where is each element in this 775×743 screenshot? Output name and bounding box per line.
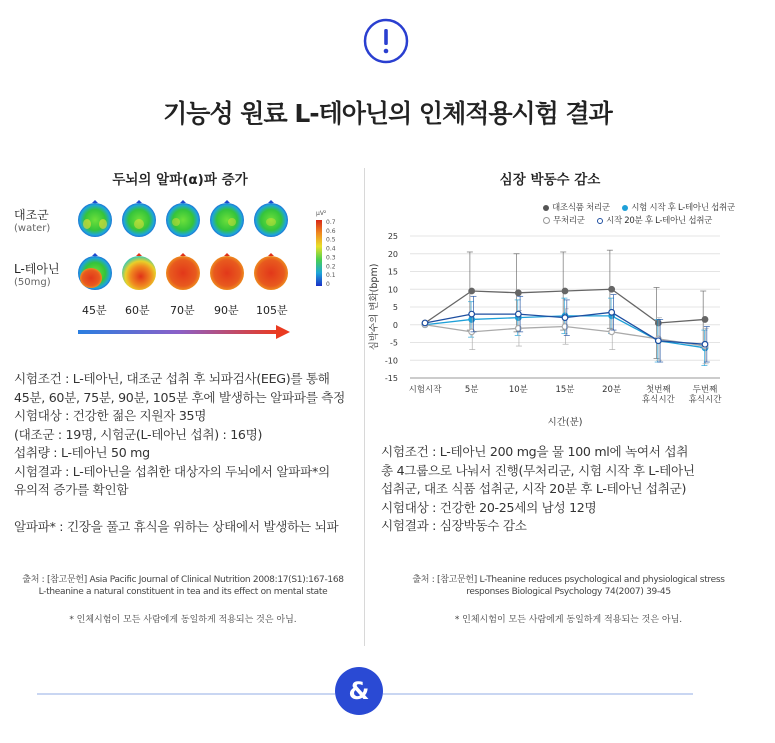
y-tick-label: -5 bbox=[390, 338, 398, 348]
brain-map-theanine-70 bbox=[164, 253, 202, 291]
data-point bbox=[656, 338, 662, 344]
brain-map-control-105 bbox=[252, 200, 290, 238]
right-note: * 인체시험이 모든 사람에게 동일하게 적용되는 것은 아님. bbox=[454, 615, 683, 625]
right-body-text: 시험조건 : L-테아닌 200 mg을 물 100 ml에 녹여서 섭취 총 4그룹으로 나눠서 진행(무처리군, 시험 시작 후 L-테아닌 섭취군, 대조 식품 섭취군, 시작 20분 후 L-테아닌 섭취군) 시험대상 : 건강한 20-25세의 남성 12명 시험결과 : 심장박동수 감소 bbox=[381, 444, 695, 533]
data-point bbox=[702, 341, 708, 347]
scale-tick-label: 0.5 bbox=[326, 236, 336, 244]
y-axis-title: 심박수의 변화(bpm) bbox=[369, 263, 380, 351]
brain-map-control-70 bbox=[164, 200, 202, 238]
y-tick-label: -10 bbox=[384, 356, 398, 366]
legend-item-theanine-start: 시험 시작 후 L-테아닌 섭취군 bbox=[622, 201, 735, 213]
brain-map-theanine-60 bbox=[120, 253, 158, 291]
data-point bbox=[702, 317, 708, 323]
footer-line-left bbox=[37, 693, 335, 695]
x-tick-label: 10분 bbox=[508, 385, 528, 395]
theanine-group-name: L-테아닌 bbox=[14, 262, 60, 276]
y-tick-label: -15 bbox=[384, 374, 398, 383]
time-label-60: 60분 bbox=[125, 304, 150, 317]
x-tick-label: 20분 bbox=[602, 385, 622, 395]
data-point bbox=[609, 286, 615, 292]
y-tick-label: 5 bbox=[392, 303, 398, 312]
heart-rate-chart bbox=[365, 228, 730, 433]
brain-map-control-45 bbox=[76, 200, 114, 238]
time-label-70: 70분 bbox=[170, 304, 195, 317]
brain-map-control-90 bbox=[208, 200, 246, 238]
legend-item-control-food: 대조식품 처리군 bbox=[543, 201, 610, 213]
scale-title: μV² bbox=[316, 210, 327, 217]
brain-map-theanine-105 bbox=[252, 253, 290, 291]
data-point bbox=[469, 311, 475, 317]
legend-row-1 bbox=[543, 201, 745, 213]
right-reference-line1: 출처 : [참고문헌] L-Theanine reduces psychological and physiological stress bbox=[412, 575, 725, 585]
scale-tick-label: 0.7 bbox=[326, 219, 336, 226]
ampersand-badge: & bbox=[335, 667, 383, 715]
footer-line-right bbox=[383, 693, 693, 695]
alpha-power-color-scale bbox=[312, 208, 356, 292]
data-point bbox=[469, 288, 475, 294]
right-reference bbox=[376, 574, 761, 598]
y-tick-label: 0 bbox=[392, 320, 398, 330]
left-reference-line1: 출처 : [참고문헌] Asia Pacific Journal of Clinical Nutrition 2008:17(S1):167-168 bbox=[22, 575, 344, 585]
data-point bbox=[516, 290, 522, 296]
time-label-90: 90분 bbox=[214, 304, 239, 317]
page-title: 기능성 원료 L-테아닌의 인체적용시험 결과 bbox=[163, 99, 612, 128]
data-point bbox=[422, 320, 428, 326]
y-tick-label: 25 bbox=[387, 232, 398, 241]
control-group-sub: (water) bbox=[14, 223, 51, 234]
left-reference-line2: L-theanine a natural constituent in tea and its effect on mental state bbox=[38, 587, 328, 597]
data-point bbox=[609, 310, 615, 316]
scale-tick-label: 0.2 bbox=[326, 263, 336, 271]
y-tick-label: 20 bbox=[387, 249, 398, 259]
scale-tick-label: 0.3 bbox=[326, 254, 336, 262]
x-tick-label: 첫번째 bbox=[646, 385, 671, 395]
data-point bbox=[516, 311, 522, 317]
y-tick-label: 15 bbox=[387, 267, 398, 277]
x-tick-label: 시험시작 bbox=[408, 385, 442, 395]
control-group-name: 대조군 bbox=[14, 208, 49, 222]
left-note: * 인체시험이 모든 사람에게 동일하게 적용되는 것은 아님. bbox=[69, 615, 297, 625]
x-tick-label: 5분 bbox=[464, 385, 479, 395]
time-progression-arrow bbox=[78, 325, 292, 339]
x-tick-label: 15분 bbox=[555, 385, 575, 395]
time-label-45: 45분 bbox=[82, 304, 107, 317]
left-section-title: 두뇌의 알파(α)파 증가 bbox=[112, 172, 248, 188]
legend-item-theanine-20min: 시작 20분 후 L-테아닌 섭취군 bbox=[597, 214, 712, 226]
exclamation-circle-icon bbox=[362, 17, 410, 65]
scale-tick-label: 0.6 bbox=[326, 227, 336, 235]
theanine-group-sub: (50mg) bbox=[14, 277, 51, 288]
data-point bbox=[562, 315, 568, 321]
time-label-105: 105분 bbox=[256, 304, 288, 317]
x-tick-label: 두번째 bbox=[692, 385, 718, 395]
brain-map-control-60 bbox=[120, 200, 158, 238]
y-tick-label: 10 bbox=[387, 285, 398, 295]
theanine-group-label bbox=[14, 262, 60, 290]
left-reference bbox=[8, 574, 358, 598]
right-section-title: 심장 박동수 감소 bbox=[499, 172, 601, 188]
legend-row-2 bbox=[543, 214, 722, 226]
left-body-text: 시험조건 : L-테아닌, 대조군 섭취 후 뇌파검사(EEG)를 통해 45분, 60분, 75분, 90분, 105분 후에 발생하는 알파파를 측정 시험대상 : 건강한 젊은 지원자 35명 (대조군 : 19명, 시험군(L-테아닌 섭취) : 16명) 섭취량 : L-테아닌 50 mg 시험결과 : L-테아닌을 섭취한 대상자의 두뇌에서 알파파*의 유의적 증가를 확인함 알파파* : 긴장을 풀고 휴식을 위하는 상태에서 발생하는 뇌파 bbox=[14, 371, 345, 534]
scale-tick-label: 0.1 bbox=[326, 272, 336, 280]
scale-tick-label: 0 bbox=[326, 281, 330, 288]
scale-tick-label: 0.4 bbox=[326, 245, 336, 253]
x-tick-label: 휴식시간 bbox=[688, 395, 722, 405]
right-reference-line2: responses Biological Psychology 74(2007) 39-45 bbox=[466, 587, 671, 597]
x-tick-label: 휴식시간 bbox=[641, 395, 675, 405]
brain-map-theanine-90 bbox=[208, 253, 246, 291]
control-group-label bbox=[14, 208, 50, 236]
x-axis-title: 시간(분) bbox=[547, 417, 583, 428]
brain-map-theanine-45 bbox=[76, 253, 114, 291]
data-point bbox=[562, 288, 568, 294]
legend-item-no-treatment: 무처리군 bbox=[543, 214, 585, 226]
